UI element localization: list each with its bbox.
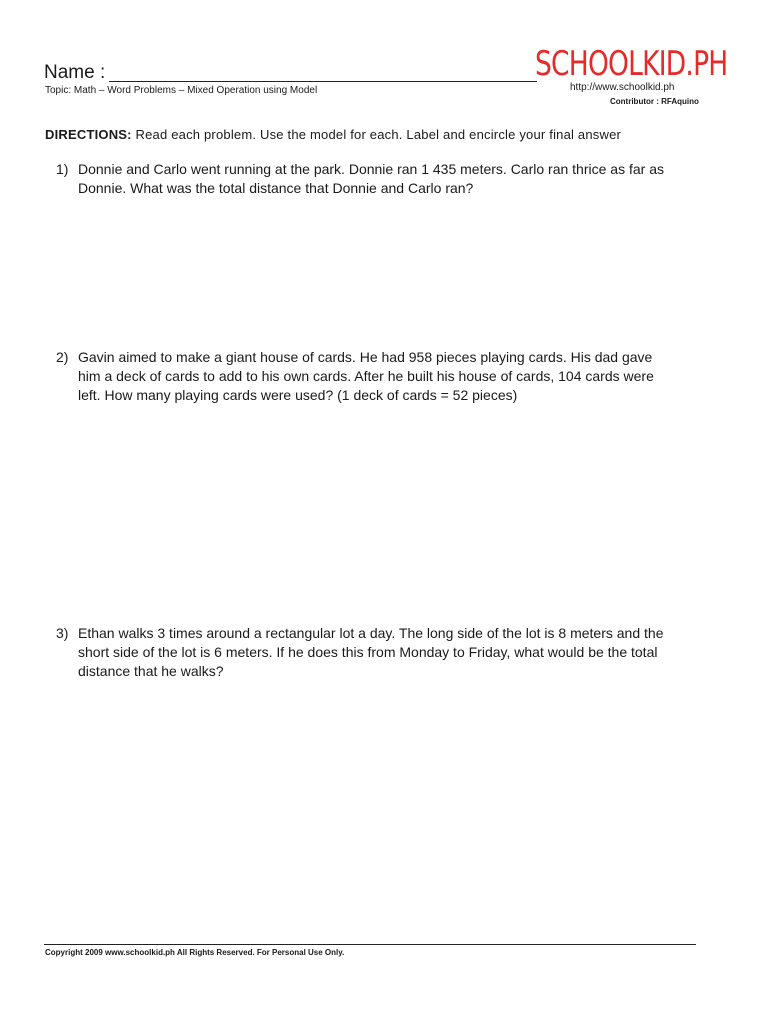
directions-text: Read each problem. Use the model for each. Label and encircle your final answer (131, 127, 622, 142)
directions-label: DIRECTIONS: (45, 127, 132, 142)
problem-number: 2) (56, 349, 69, 365)
problem-1 (56, 160, 676, 198)
problem-text: Ethan walks 3 times around a rectangular lot a day. The long side of the lot is 8 meters and the short side of the lot is 6 meters. If he does this from Monday to Friday, what would be the total distance that he walks? (78, 625, 664, 679)
problem-3 (56, 624, 676, 681)
name-blank-line[interactable] (109, 81, 537, 82)
topic-text: Topic: Math – Word Problems – Mixed Operation using Model (45, 85, 318, 96)
name-label: Name : (44, 62, 106, 83)
website-url: http://www.schoolkid.ph (570, 82, 675, 93)
schoolkid-logo: SCHOOLKID.PH (535, 44, 728, 84)
footer-divider (44, 944, 696, 945)
problem-2 (56, 348, 676, 405)
copyright-text: Copyright 2009 www.schoolkid.ph All Rights Reserved. For Personal Use Only. (45, 948, 345, 957)
problem-number: 3) (56, 625, 69, 641)
contributor-text: Contributor : RFAquino (610, 97, 699, 106)
problem-text: Donnie and Carlo went running at the park. Donnie ran 1 435 meters. Carlo ran thrice as far as Donnie. What was the total distance that Donnie and Carlo ran? (78, 161, 664, 196)
problem-number: 1) (56, 161, 69, 177)
name-field-row (44, 62, 537, 84)
problem-text: Gavin aimed to make a giant house of cards. He had 958 pieces playing cards. His dad gave him a deck of cards to add to his own cards. After he built his house of cards, 104 cards were left. How many playing cards were used? (1 deck of cards = 52 pieces) (78, 349, 654, 403)
directions (45, 127, 621, 142)
